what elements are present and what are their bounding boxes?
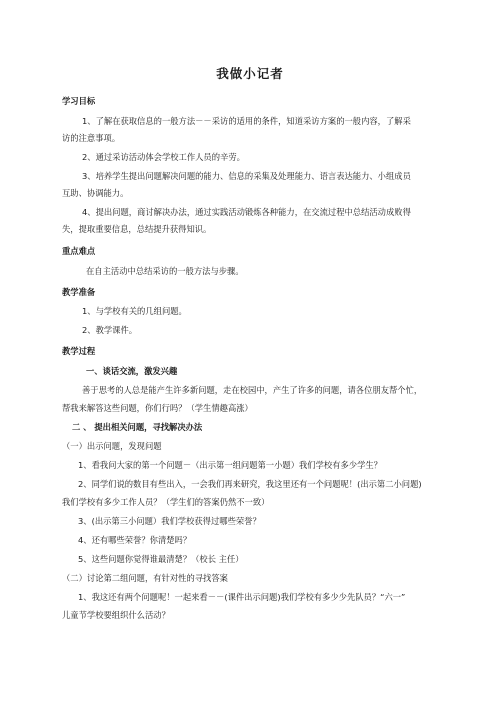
key-points-heading: 重点难点 (62, 246, 96, 256)
preparation-heading: 教学准备 (62, 287, 96, 297)
goal-4-line-2: 失，提取重要信息，总结提升获得知识。 (62, 224, 212, 234)
goal-3-line-2: 互助、协调能力。 (62, 188, 129, 198)
step-2-title: 二 、 提出相关问题，寻找解决办法 (72, 422, 203, 432)
question-2-line-2: 我们学校有多少工作人员？（学生们的答案仍然不一致） (62, 497, 270, 507)
discussion-1-line-1: 1、我这还有两个问题呢！一起来看－－(课件出示问题)我们学校有多少少先队员？“六一” (78, 592, 406, 602)
discussion-1-line-2: 儿童节学校要组织什么活动？ (62, 610, 170, 620)
goal-1-line-2: 访的注意事项。 (62, 133, 121, 143)
key-points-text: 在自主活动中总结采访的一般方法与步骤。 (86, 266, 244, 276)
step-1-title: 一、谈话交流，激发兴趣 (86, 366, 178, 376)
preparation-item-2: 2、教学课件。 (82, 325, 138, 335)
question-4: 4、还有哪些荣誉？你清楚吗？ (78, 535, 192, 545)
goal-1-line-1: 1、了解在获取信息的一般方法－－采访的适用的条件，知道采访方案的一般内容，了解采 (82, 116, 411, 126)
question-3: 3、(出示第三小问题）我们学校获得过哪些荣誉？ (78, 516, 261, 526)
goals-heading: 学习目标 (62, 96, 96, 106)
question-1: 1、看我问大家的第一个问题－（出示第一组问题第一小题）我们学校有多少学生？ (78, 460, 382, 470)
page-title: 我做小记者 (216, 66, 284, 81)
sub-section-2: （二）讨论第二组问题，有针对性的寻找答案 (62, 573, 228, 583)
question-2-line-1: 2、同学们说的数目有些出入，一会我们再来研究，我这里还有一个问题呢！(出示第二小问题) (78, 479, 422, 489)
sub-section-1: （一）出示问题，发现问题 (62, 441, 162, 451)
goal-4-line-1: 4、提出问题，商讨解决办法，通过实践活动锻炼各种能力，在交流过程中总结活动成败得 (82, 207, 411, 217)
step-1-line-2: 帮我来解答这些问题，你们行吗？（学生情趣高涨） (62, 403, 253, 413)
goal-2: 2、通过采访活动体会学校工作人员的辛劳。 (82, 152, 245, 162)
step-1-line-1: 善于思考的人总是能产生许多新问题，走在校园中，产生了许多的问题，请各位朋友帮个忙， (82, 385, 423, 395)
process-heading: 教学过程 (62, 346, 96, 356)
goal-3-line-1: 3、培养学生提出问题解决问题的能力、信息的采集及处理能力、语言表达能力、小组成员 (82, 171, 411, 181)
question-5: 5、这些问题你觉得谁最清楚？（校长 主任） (78, 554, 244, 564)
preparation-item-1: 1、与学校有关的几组问题。 (82, 306, 187, 316)
